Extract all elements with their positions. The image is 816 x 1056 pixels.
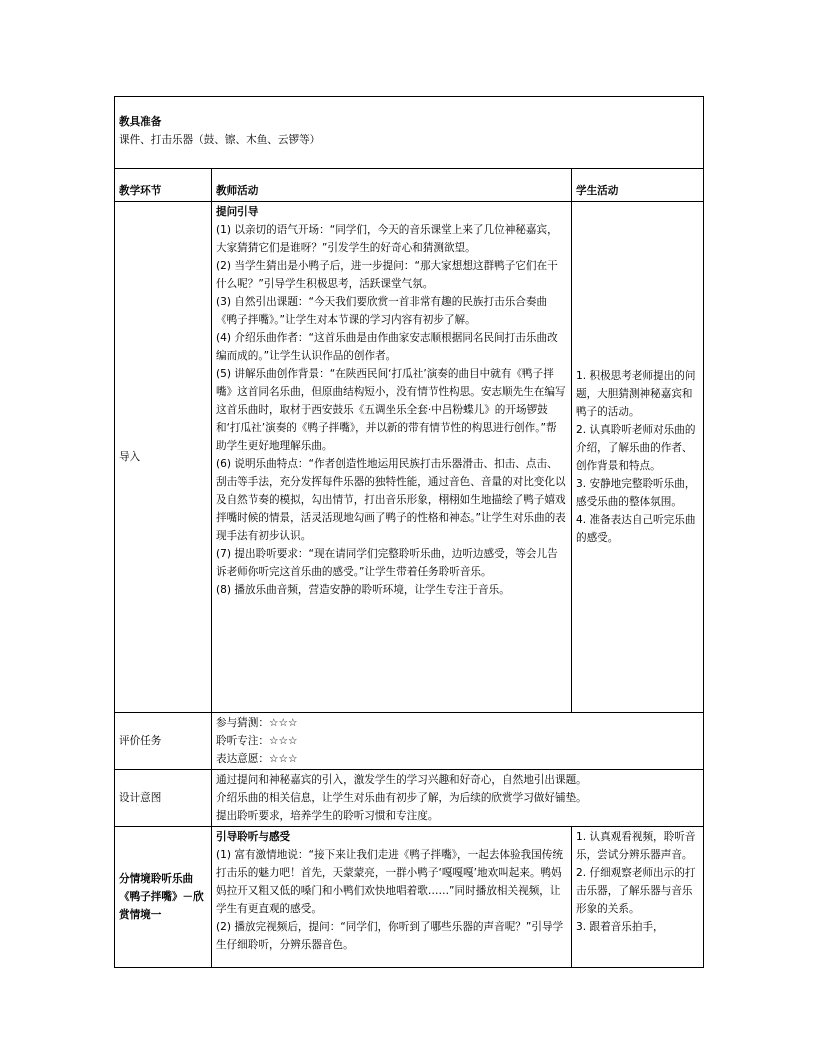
intro-paragraph: (2) 当学生猜出是小鸭子后，进一步提问：“那大家想想这群鸭子它们在干什么呢？”引导学生积极思考，活跃课堂气氛。 — [216, 260, 558, 290]
intro-paragraph: (6) 说明乐曲特点：“作者创造性地运用民族打击乐器滑击、扣击、点击、刮击等手法，充分发挥每件乐器的独特性能，通过音色、音量的对比变化以及自然节奏的模拟，勾出情节，打出音乐形象，栩栩如生地描绘了鸭子嬉戏拌嘴时候的情景，活灵活现地勾画了鸭子的性格和神态。”让学生对乐曲的表现手法有初步认识。 — [216, 458, 566, 542]
design-line: 提出聆听要求，培养学生的聆听习惯和专注度。 — [216, 810, 439, 822]
intro-paragraph: (3) 自然引出课题：“今天我们要欣赏一首非常有趣的民族打击乐合奏曲《鸭子拌嘴》。”让学生对本节课的学习内容有初步了解。 — [216, 296, 548, 326]
intro-student-item: 3. 安静地完整聆听乐曲，感受乐曲的整体氛围。 — [576, 478, 696, 508]
star-rating: ☆☆☆ — [268, 753, 298, 765]
intro-stage: 导入 — [115, 202, 212, 713]
header-student: 学生活动 — [572, 169, 704, 202]
lesson-plan-table — [114, 96, 704, 968]
star-rating: ☆☆☆ — [268, 717, 298, 729]
scene-row — [115, 827, 704, 968]
evaluation-label: 参与猜测： — [216, 717, 269, 729]
evaluation-stage: 评价任务 — [115, 713, 212, 770]
intro-student-item: 2. 认真聆听老师对乐曲的介绍，了解乐曲的作者、创作背景和特点。 — [576, 424, 696, 472]
scene-student-item: 3. 跟着音乐拍手， — [576, 921, 664, 933]
prep-content: 课件、打击乐器（鼓、镲、木鱼、云锣等） — [119, 134, 321, 146]
evaluation-item — [216, 714, 699, 732]
star-rating: ☆☆☆ — [268, 735, 298, 747]
evaluation-cell — [212, 713, 704, 770]
header-row — [115, 169, 704, 202]
intro-teacher-cell — [212, 202, 572, 713]
design-row — [115, 770, 704, 827]
header-stage: 教学环节 — [115, 169, 212, 202]
scene-paragraph: (2) 播放完视频后，提问：“同学们，你听到了哪些乐器的声音呢？”引导学生仔细聆听，分辨乐器音色。 — [216, 921, 564, 951]
scene-stage: 分情境聆听乐曲《鸭子拌嘴》－欣赏情境一 — [115, 827, 212, 968]
scene-teacher-cell — [212, 827, 572, 968]
scene-student-item: 1. 认真观看视频，聆听音乐，尝试分辨乐器声音。 — [576, 831, 696, 861]
evaluation-item — [216, 732, 699, 750]
prep-row — [115, 97, 704, 169]
intro-paragraph: (5) 讲解乐曲创作背景：“在陕西民间‘打瓜社’演奏的曲目中就有《鸭子拌嘴》这首同名乐曲，但原曲结构短小，没有情节性构思。安志顺先生在编写这首乐曲时，取材于西安鼓乐《五调坐乐全套·中吕粉蝶儿》的开场锣鼓和‘打瓜社’演奏的《鸭子拌嘴》，并以新的带有情节性的构思进行创作。”帮助学生更好地理解乐曲。 — [216, 368, 566, 452]
scene-student-cell — [572, 827, 704, 968]
intro-paragraph: (4) 介绍乐曲作者：“这首乐曲是由作曲家安志顺根据同名民间打击乐曲改编而成的。”让学生认识作品的创作者。 — [216, 332, 558, 362]
intro-paragraph: (7) 提出聆听要求：“现在请同学们完整聆听乐曲，边听边感受，等会儿告诉老师你听完这首乐曲的感受。”让学生带着任务聆听音乐。 — [216, 548, 558, 578]
scene-paragraph: (1) 富有激情地说：“接下来让我们走进《鸭子拌嘴》，一起去体验我国传统打击乐的魅力吧！首先，天蒙蒙亮，一群小鸭子‘嘎嘎嘎’地欢叫起来。鸭妈妈拉开又粗又低的嗓门和小鸭们欢快地唱着歌……”同时播放相关视频，让学生有更直观的感受。 — [216, 849, 563, 915]
prep-cell — [115, 97, 704, 169]
evaluation-item — [216, 750, 699, 768]
intro-heading: 提问引导 — [216, 206, 259, 218]
scene-heading: 引导聆听与感受 — [216, 831, 291, 843]
evaluation-label: 聆听专注： — [216, 735, 269, 747]
evaluation-label: 表达意愿： — [216, 753, 269, 765]
intro-paragraph: (8) 播放乐曲音频，营造安静的聆听环境，让学生专注于音乐。 — [216, 584, 510, 596]
design-cell — [212, 770, 704, 827]
evaluation-row — [115, 713, 704, 770]
header-teacher: 教师活动 — [212, 169, 572, 202]
intro-student-item: 1. 积极思考老师提出的问题，大胆猜测神秘嘉宾和鸭子的活动。 — [576, 370, 696, 418]
scene-student-item: 2. 仔细观察老师出示的打击乐器，了解乐器与音乐形象的关系。 — [576, 867, 696, 915]
design-line: 通过提问和神秘嘉宾的引入，激发学生的学习兴趣和好奇心，自然地引出课题。 — [216, 774, 587, 786]
prep-title: 教具准备 — [119, 116, 162, 128]
design-stage: 设计意图 — [115, 770, 212, 827]
design-line: 介绍乐曲的相关信息，让学生对乐曲有初步了解，为后续的欣赏学习做好铺垫。 — [216, 792, 587, 804]
intro-paragraph: (1) 以亲切的语气开场：“同学们，今天的音乐课堂上来了几位神秘嘉宾，大家猜猜它们是谁呀？”引发学生的好奇心和猜测欲望。 — [216, 224, 558, 254]
intro-row — [115, 202, 704, 713]
intro-student-cell — [572, 202, 704, 713]
intro-student-item: 4. 准备表达自己听完乐曲的感受。 — [576, 514, 696, 544]
